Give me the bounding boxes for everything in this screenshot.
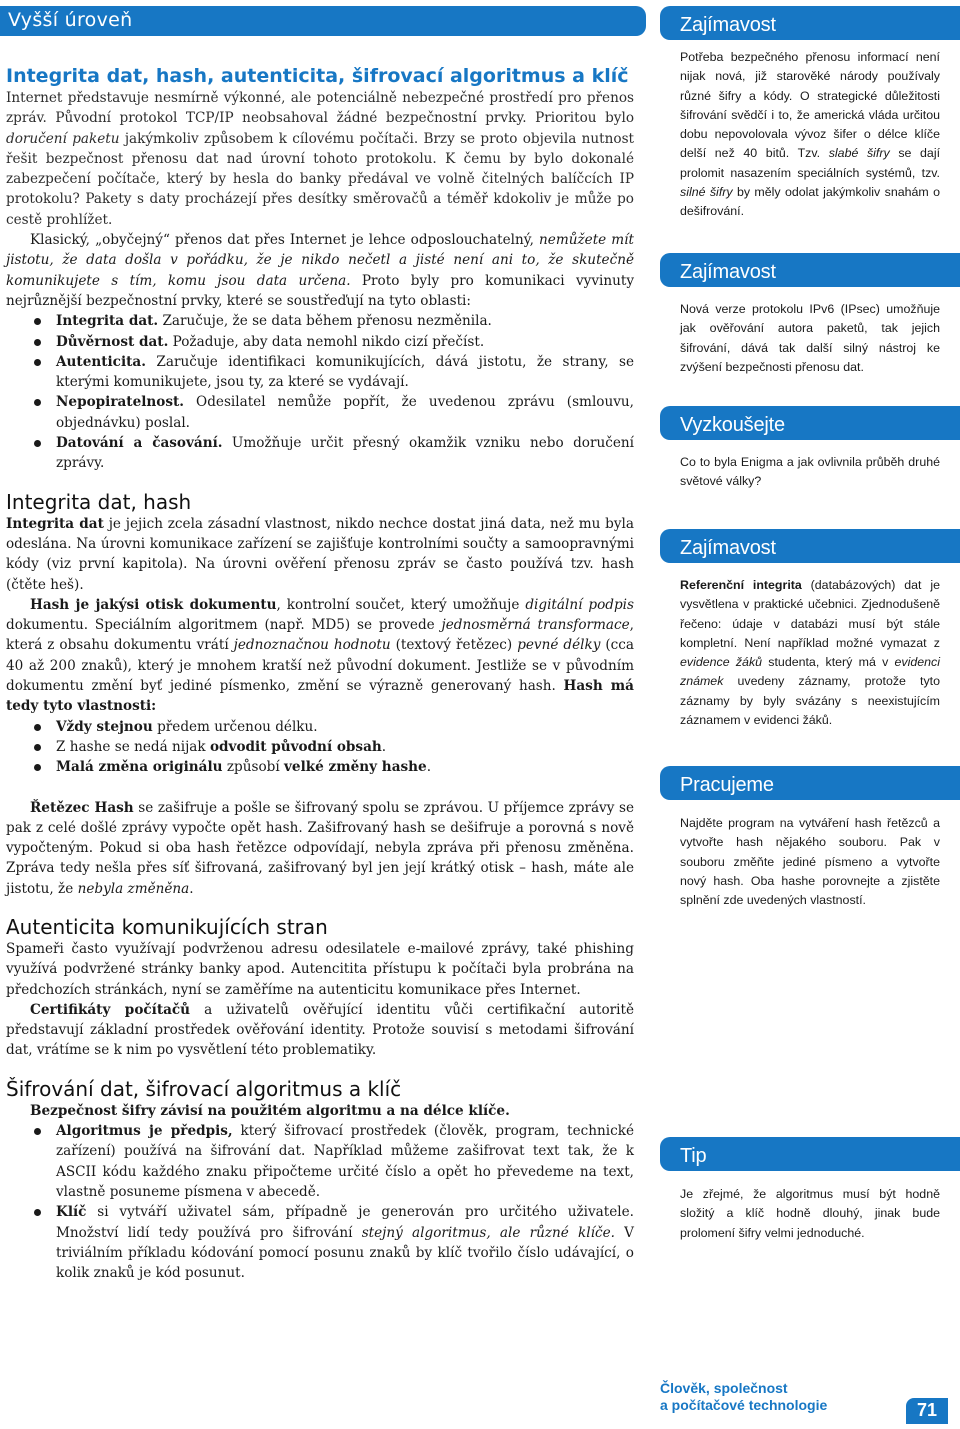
authenticity-paragraph: Spameři často využívají podvrženou adresu odesilatele e-mailové zprávy, také phishing využívá podvržené stránky banky apod. Autencitita přístupu k počítači byla probrána na předchozích stránkách, nyní se zaměříme na autenticitu komunikace přes Internet. [6,940,634,998]
box-title: Tip [680,1145,707,1167]
box-title: Pracujeme [680,774,774,796]
footer-line: a počítačové technologie [660,1397,828,1413]
intro-paragraph: Internet představuje nesmírně výkonné, ale potenciálně nebezpečné prostředí pro přenos zpráv. Původní protokol TCP/IP neobsahoval žádné bezpečnostní prvky. Prioritou bylo doručení paketu jakýmkoliv způsobem k cílovému počítači. Brzy se proto objevila nutnost řešit bezpečnost přenosu dat nad úrovní tohoto protokolu. K čemu by bylo dokonalé zabezpečení počítače, který by hesla do banky předával ve volně čitelných balíčcích IP protokolu? Pakety s daty procházejí přes desítky směrovačů a téměř kdokoliv je může po cestě prohlížet. [6,90,635,228]
list-item: Důvěrnost dat. Požaduje, aby data nemohl nikdo cizí přečíst. [32,332,634,352]
box-title: Zajímavost [680,14,776,36]
box-title: Zajímavost [680,261,776,283]
sidebar-text-fact-2: Nová verze protokolu IPv6 (IPsec) umožňuje jak ověřování autora paketů, tak jejich šifrování, dává tak další silný nástroj ke zvýšení bezpečnosti přenosu dat. [680,302,940,374]
encryption-list [32,1121,634,1283]
integrity-paragraph: Integrita dat je jejich zcela zásadní vlastnost, nikdo nechce dostat jiná data, než mu byla odeslána. Na úrovni komunikace zařízení se zajišťuje kontrolními součty a samoopravnými kódy (viz první kapitola). Na úrovni ověření přenosu zpráv se často používá tzv. hash (čtěte heš). [6,515,634,593]
sidebar-text-tip: Je zřejmé, že algoritmus musí být hodně složitý a klíč hodně dlouhý, jinak bude prolomení šifry velmi jednoduché. [680,1187,940,1240]
section-title-data-integrity: Integrita dat, hash [6,489,192,514]
sidebar-box-tip [660,1137,960,1171]
box-title: Zajímavost [680,537,776,559]
section-title-authenticity: Autenticita komunikujících stran [6,914,328,939]
sidebar-text-fact-1: Potřeba bezpečného přenosu informací není nijak nová, již starověké národy používaly různé šifry a kódy. O strategické důležitosti šifrování svědčí i to, že americká vláda určitou dobu nepovolovala vývoz šifer o délce klíče delší než 40 bitů. Tzv. slabé šifry se dají prolomit nasazením speciálních systémů, tzv. silné šifry by měly odolat jakýmkoliv snahám o dešifrování. [680,50,941,219]
encryption-lead: Bezpečnost šifry závisí na použitém algoritmu a na délce klíče. [30,1102,510,1119]
list-item: Autenticita. Zaručuje identifikaci komunikujících, dává jistotu, že strany, se kterými komunikujete, jsou ty, za které se vydávají. [32,352,634,393]
sidebar-box-try [660,406,960,440]
list-item: Malá změna originálu způsobí velké změny hashe. [32,757,634,777]
sidebar-text-try: Co to byla Enigma a jak ovlivnila průběh druhé světové války? [680,455,940,489]
sidebar-text-fact-3: Referenční integrita (databázových) dat je vysvětlena v praktické učebnici. Zjednodušeně řečeno: údaje v databázi musí být stále kompletní. Není například možné vymazat z evidence žáků studenta, který má v evidenci známek uvedeny záznamy, protože tyto záznamy by byly svázány s neexistujícím záznamem v evidenci žáků. [680,578,940,728]
list-item: Z hashe se nedá nijak odvodit původní obsah. [32,737,634,757]
sidebar [660,0,960,1429]
hash-properties-list [32,717,634,778]
page-number: 71 [906,1398,948,1424]
sidebar-box-fact-1 [660,6,960,40]
sidebar-box-fact-2 [660,253,960,287]
main-body [0,36,648,1283]
security-areas-list [32,311,634,473]
hash-paragraph: Hash je jakýsi otisk dokumentu, kontrolní součet, který umožňuje digitální podpis dokumentu. Speciálním algoritmem (např. MD5) se provede jednosměrná transformace, která z obsahu dokumentu vrátí jednoznačnou hodnotu (textový řetězec) pevné délky (cca 40 až 200 znaků), který je mnohem kratší než původní dokument. Jestliže se v původním dokumentu změní byť jediné písmenko, změní se výrazně generovaný hash. Hash má tedy tyto vlastnosti: [6,596,634,715]
list-item: Algoritmus je předpis, který šifrovací prostředek (člověk, program, technické zařízení) používá na šifrování dat. Například můžeme zašifrovat text tak, že k ASCII kódu každého znaku připočteme určité číslo a opět ho převedeme na text, vlastně posuneme písmena v abecedě. [32,1121,634,1202]
sidebar-box-work [660,766,960,800]
section-title-encryption: Šifrování dat, šifrovací algoritmus a klíč [6,1076,402,1101]
hash-string-paragraph: Řetězec Hash se zašifruje a pošle se šifrovaný spolu se zprávou. U příjemce zprávy se pak z celé došlé zprávy vypočte opět hash. Zašifrovaný hash se dešifruje a porovná s nově vypočteným. Pokud si oba hash řetězce odpovídají, nebyla zpráva při přenosu změněna. Zpráva tedy nešla přes síť šifrovaná, zašifrovaný byl jen její krátký otisk – hash, máte ale jistotu, že nebyla změněna. [6,799,634,897]
box-title: Vyzkoušejte [680,414,785,436]
main-column [0,6,648,1283]
sidebar-text-work: Najděte program na vytváření hash řetězců a vytvořte hash nějakého souboru. Pak v souboru změňte jediné písmeno a vytvořte nový hash. Oba hashe porovnejte a zjistěte splnění zde uvedených vlastností. [680,816,940,908]
level-banner: Vyšší úroveň [0,6,646,36]
certificates-paragraph: Certifikáty počítačů a uživatelů ověřující identitu vůči certifikační autoritě představují základní prostředek ověřování identity. Protože souvisí s metodami šifrování dat, vrátíme se k nim po vysvětlení této problematiky. [6,1001,635,1059]
sidebar-box-fact-3 [660,529,960,563]
list-item: Integrita dat. Zaručuje, že se data během přenosu nezměnila. [32,311,634,331]
list-item: Vždy stejnou předem určenou délku. [32,717,634,737]
section-title-integrity-hash: Integrita dat, hash, autenticita, šifrovací algoritmus a klíč [6,65,629,87]
classic-transfer-paragraph: Klasický, „obyčejný“ přenos dat přes Internet je lehce odposlouchatelný, nemůžete mít jistotu, že data došla v pořádku, že je nikdo nečetl a jisté není ani to, že skutečně komunikujete s tím, komu jsou data určena. Proto byly pro komunikaci vyvinuty nejrůznější bezpečnostní prvky, které se soustřeďují na tyto oblasti: [6,232,635,309]
list-item: Klíč si vytváří uživatel sám, případně je generován pro určitého uživatele. Množství lidí tedy používá pro šifrování stejný algoritmus, ale různé klíče. V triviálním příkladu kódování pomocí posunu znaků by klíč tvořilo číslo udávající, o kolik znaků je kód posunut. [32,1202,634,1283]
footer-line: Člověk, společnost [660,1380,788,1396]
list-item: Nepopiratelnost. Odesilatel nemůže popřít, že uvedenou zprávu (smlouvu, objednávku) poslal. [32,392,634,433]
list-item: Datování a časování. Umožňuje určit přesný okamžik vzniku nebo doručení zprávy. [32,433,634,474]
book-title-footer [660,1380,860,1414]
